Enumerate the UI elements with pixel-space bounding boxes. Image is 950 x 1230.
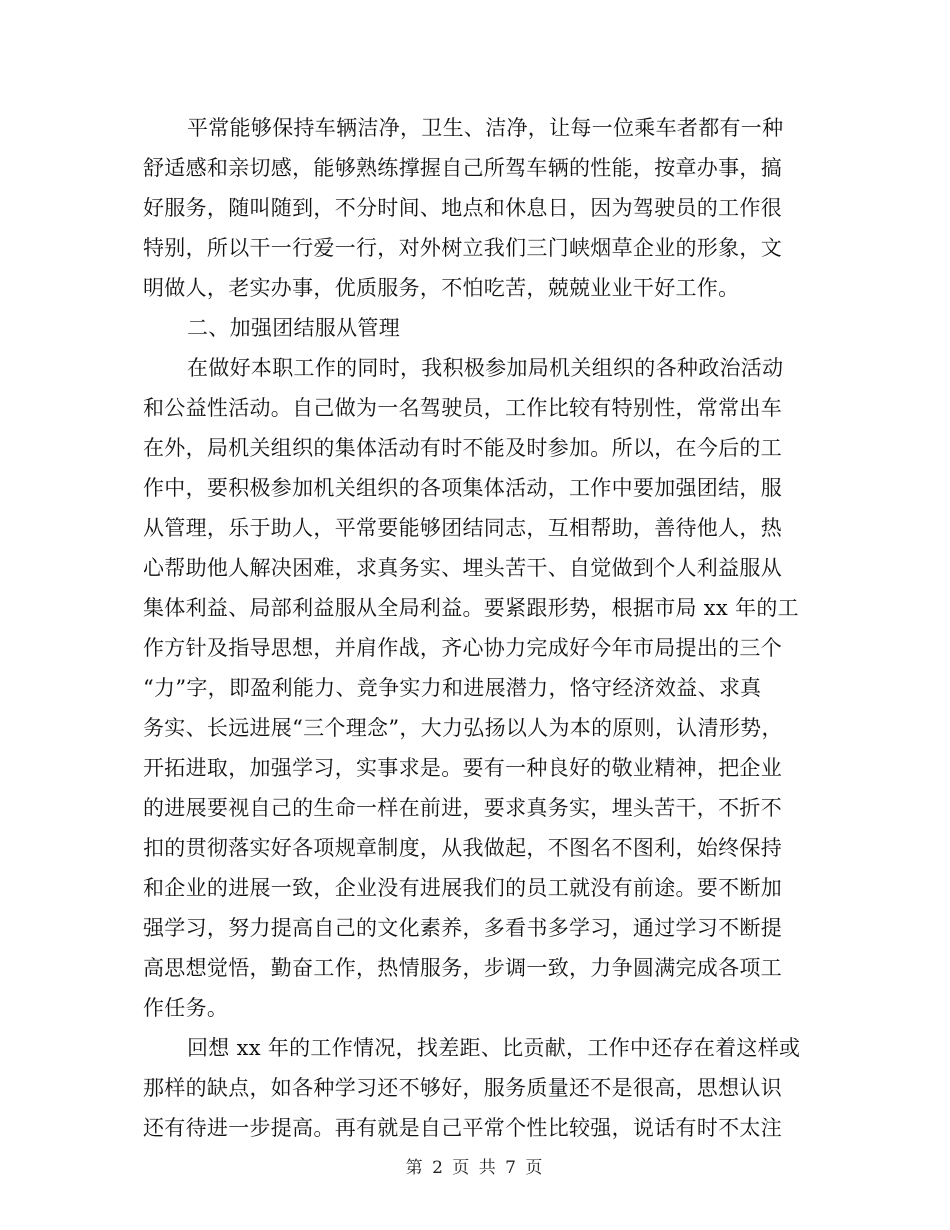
text-line: 作任务。 [143,996,229,1020]
text-line: 和公益性活动。自己做为一名驾驶员，工作比较有特别性，常常出车 [143,396,782,420]
text-line: 还有待进一步提高。再有就是自己平常个性比较强，说话有时不太注 [143,1116,782,1140]
text-line: 好服务，随叫随到，不分时间、地点和休息日，因为驾驶员的工作很 [143,196,782,220]
text-line: 务实、长远进展“三个理念”，大力弘扬以人为本的原则，认清形势， [143,716,783,740]
text-line: 二、加强团结服从管理 [187,316,400,340]
document-body [143,108,807,1148]
text-line: 高思想觉悟，勤奋工作，热情服务，步调一致，力争圆满完成各项工 [143,956,782,980]
text-line: 作中，要积极参加机关组织的各项集体活动，工作中要加强团结，服 [143,476,782,500]
page-number-footer: 第 2 页 共 7 页 [405,1158,545,1178]
text-line: 从管理，乐于助人，平常要能够团结同志，互相帮助，善待他人，热 [143,516,782,540]
text-line: 作方针及指导思想，并肩作战，齐心协力完成好今年市局提出的三个 [143,636,782,660]
text-line: 回想 xx 年的工作情况，找差距、比贡献，工作中还存在着这样或 [187,1036,801,1060]
text-line: 舒适感和亲切感，能够熟练撑握自己所驾车辆的性能，按章办事，搞 [143,156,782,180]
text-line: 在做好本职工作的同时，我积极参加局机关组织的各种政治活动 [187,356,784,380]
text-line: 集体利益、局部利益服从全局利益。要紧跟形势，根据市局 xx 年的工 [143,596,799,620]
text-line: “力”字，即盈利能力、竞争实力和进展潜力，恪守经济效益、求真 [143,676,762,700]
text-line: 扣的贯彻落实好各项规章制度，从我做起，不图名不图利，始终保持 [143,836,782,860]
text-line: 特别，所以干一行爱一行，对外树立我们三门峡烟草企业的形象，文 [143,236,782,260]
text-line: 强学习，努力提高自己的文化素养，多看书多学习，通过学习不断提 [143,916,782,940]
text-line: 和企业的进展一致，企业没有进展我们的员工就没有前途。要不断加 [143,876,782,900]
text-line: 开拓进取，加强学习，实事求是。要有一种良好的敬业精神，把企业 [143,756,782,780]
text-line: 在外，局机关组织的集体活动有时不能及时参加。所以，在今后的工 [143,436,782,460]
text-line: 平常能够保持车辆洁净，卫生、洁净，让每一位乘车者都有一种 [187,116,784,140]
text-line: 心帮助他人解决困难，求真务实、埋头苦干、自觉做到个人利益服从 [143,556,782,580]
text-line: 的进展要视自己的生命一样在前进，要求真务实，埋头苦干，不折不 [143,796,782,820]
text-line: 明做人，老实办事，优质服务，不怕吃苦，兢兢业业干好工作。 [143,276,740,300]
text-line: 那样的缺点，如各种学习还不够好，服务质量还不是很高，思想认识 [143,1076,782,1100]
